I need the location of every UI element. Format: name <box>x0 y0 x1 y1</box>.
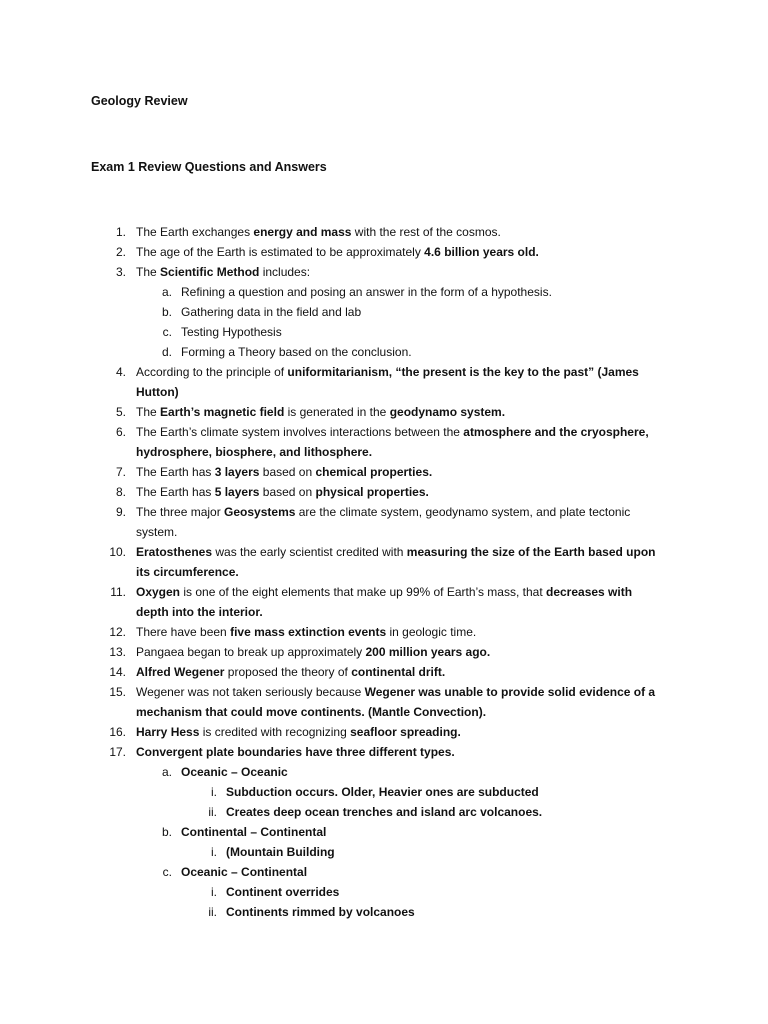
list-item <box>0 822 768 842</box>
list-item <box>0 262 768 282</box>
list-item-continuation <box>0 702 768 722</box>
list-item <box>0 742 768 762</box>
bold-text-run: Oceanic – Continental <box>181 865 308 879</box>
list-item-text <box>181 342 412 362</box>
list-item-text <box>136 402 505 422</box>
list-item <box>0 542 768 562</box>
list-item-number: 7. <box>115 465 126 479</box>
list-item <box>0 322 768 342</box>
bold-text-run: Harry Hess <box>136 725 200 739</box>
text-run: includes: <box>259 265 311 279</box>
bold-text-run: physical properties. <box>315 485 429 499</box>
list-item-text <box>136 662 445 682</box>
list-item-text <box>136 622 476 642</box>
list-item <box>0 342 768 362</box>
list-item-number: ii. <box>208 805 217 819</box>
list-item <box>0 902 768 922</box>
bold-text-run: five mass extinction events <box>230 625 387 639</box>
list-item-number: i. <box>211 845 217 859</box>
list-item <box>0 242 768 262</box>
list-item-number: 15. <box>109 685 126 699</box>
list-item <box>0 762 768 782</box>
bold-text-run: hydrosphere, biosphere, and lithosphere. <box>136 445 373 459</box>
list-item-continuation <box>0 562 768 582</box>
bold-text-run: atmosphere and the cryosphere, <box>463 425 649 439</box>
list-item <box>0 622 768 642</box>
text-run: with the rest of the cosmos. <box>351 225 501 239</box>
text-run: in geologic time. <box>386 625 477 639</box>
list-item-text <box>136 582 632 602</box>
text-run: based on <box>259 485 316 499</box>
list-item <box>0 502 768 522</box>
bold-text-run: Scientific Method <box>160 265 260 279</box>
text-run: There have been <box>136 625 231 639</box>
text-run: was the early scientist credited with <box>212 545 407 559</box>
document-subtitle: Exam 1 Review Questions and Answers <box>91 160 327 174</box>
list-item-number: 9. <box>115 505 126 519</box>
list-item-number: 17. <box>109 745 126 759</box>
list-item-continuation <box>0 522 768 542</box>
list-item <box>0 582 768 602</box>
list-item-text <box>136 362 639 382</box>
list-item-text <box>136 442 372 462</box>
list-item-text <box>136 702 486 722</box>
list-item <box>0 462 768 482</box>
list-item <box>0 642 768 662</box>
bold-text-run: geodynamo system. <box>389 405 506 419</box>
list-item-number: c. <box>162 325 172 339</box>
list-item <box>0 842 768 862</box>
list-item-text <box>181 862 307 882</box>
bold-text-run: uniformitarianism, “the present is the key to the past” (James <box>287 365 639 379</box>
bold-text-run: 3 layers <box>214 465 260 479</box>
bold-text-run: Continent overrides <box>226 885 340 899</box>
bold-text-run: Oxygen <box>136 585 181 599</box>
text-run: Refining a question and posing an answer in the form of a hypothesis. <box>181 285 552 299</box>
text-run: The age of the Earth is estimated to be approximately <box>136 245 425 259</box>
bold-text-run: energy and mass <box>253 225 352 239</box>
list-item-text <box>226 802 542 822</box>
bold-text-run: Creates deep ocean trenches and island arc volcanoes. <box>226 805 543 819</box>
text-run: proposed the theory of <box>224 665 352 679</box>
bold-text-run: Geosystems <box>224 505 296 519</box>
text-run: Wegener was not taken seriously because <box>136 685 365 699</box>
list-item-number: 16. <box>109 725 126 739</box>
bold-text-run: chemical properties. <box>315 465 433 479</box>
list-item <box>0 422 768 442</box>
list-item <box>0 722 768 742</box>
bold-text-run: 200 million years ago. <box>365 645 491 659</box>
bold-text-run: depth into the interior. <box>136 605 263 619</box>
list-item <box>0 662 768 682</box>
bold-text-run: mechanism that could move continents. (Mantle Convection). <box>136 705 487 719</box>
list-item-number: 14. <box>109 665 126 679</box>
bold-text-run: Oceanic – Oceanic <box>181 765 288 779</box>
list-item-number: i. <box>211 885 217 899</box>
list-item <box>0 482 768 502</box>
list-item-number: ii. <box>208 905 217 919</box>
text-run: is one of the eight elements that make up 99% of Earth’s mass, that <box>180 585 546 599</box>
list-item-number: 11. <box>110 585 126 599</box>
text-run: Pangaea began to break up approximately <box>136 645 366 659</box>
bold-text-run: measuring the size of the Earth based upon <box>406 545 656 559</box>
list-item-text <box>136 242 539 262</box>
list-item <box>0 362 768 382</box>
bold-text-run: its circumference. <box>136 565 239 579</box>
list-item-number: 6. <box>115 425 126 439</box>
list-item-continuation <box>0 602 768 622</box>
list-item-number: 1. <box>115 225 126 239</box>
list-item-text <box>181 302 361 322</box>
list-item <box>0 222 768 242</box>
bold-text-run: Continents rimmed by volcanoes <box>226 905 415 919</box>
bold-text-run: decreases with <box>546 585 633 599</box>
list-item-text <box>136 602 263 622</box>
text-run: are the climate system, geodynamo system, and plate tectonic <box>295 505 631 519</box>
list-item-text <box>136 522 177 542</box>
list-item-text <box>181 282 552 302</box>
list-item-text <box>136 562 239 582</box>
text-run: Forming a Theory based on the conclusion. <box>181 345 412 359</box>
list-item-text <box>136 222 501 242</box>
list-item-text <box>226 782 539 802</box>
list-item-text <box>136 462 432 482</box>
list-item <box>0 782 768 802</box>
list-item-text <box>136 642 490 662</box>
list-item-number: 3. <box>115 265 126 279</box>
text-run: The Earth’s climate system involves interactions between the <box>136 425 464 439</box>
text-run: The Earth has <box>136 465 215 479</box>
list-item-text <box>181 822 326 842</box>
list-item <box>0 882 768 902</box>
list-item <box>0 802 768 822</box>
list-item-text <box>136 262 310 282</box>
list-item-number: a. <box>161 765 172 779</box>
list-item-text <box>181 762 288 782</box>
text-run: based on <box>259 465 316 479</box>
list-item-text <box>226 842 335 862</box>
list-item-number: i. <box>211 785 217 799</box>
list-item-text <box>181 322 282 342</box>
list-item <box>0 682 768 702</box>
list-item <box>0 402 768 422</box>
list-item-text <box>136 422 649 442</box>
list-item-number: b. <box>161 825 172 839</box>
list-item-number: d. <box>161 345 172 359</box>
list-item-text <box>136 382 179 402</box>
list-item-number: b. <box>161 305 172 319</box>
bold-text-run: seafloor spreading. <box>350 725 461 739</box>
bold-text-run: 4.6 billion years old. <box>424 245 539 259</box>
list-item-number: 4. <box>115 365 126 379</box>
list-item-text <box>136 722 461 742</box>
list-item-number: c. <box>162 865 172 879</box>
list-item-text <box>136 742 455 762</box>
list-item <box>0 302 768 322</box>
text-run: The three major <box>136 505 225 519</box>
bold-text-run: 5 layers <box>214 485 260 499</box>
bold-text-run: Wegener was unable to provide solid evidence of a <box>364 685 656 699</box>
list-item-number: a. <box>161 285 172 299</box>
bold-text-run: Hutton) <box>136 385 179 399</box>
bold-text-run: Continental – Continental <box>181 825 327 839</box>
text-run: According to the principle of <box>136 365 288 379</box>
text-run: is credited with recognizing <box>199 725 351 739</box>
list-item-number: 2. <box>115 245 126 259</box>
list-item-text <box>136 682 655 702</box>
list-item-text <box>226 902 415 922</box>
list-item-text <box>136 542 656 562</box>
bold-text-run: Alfred Wegener <box>136 665 225 679</box>
list-item <box>0 282 768 302</box>
text-run: The Earth exchanges <box>136 225 254 239</box>
text-run: Testing Hypothesis <box>181 325 282 339</box>
bold-text-run: (Mountain Building <box>226 845 335 859</box>
list-item-number: 10. <box>109 545 126 559</box>
text-run: is generated in the <box>284 405 390 419</box>
text-run: The <box>136 405 161 419</box>
list-item-text <box>136 482 429 502</box>
list-item-number: 5. <box>115 405 126 419</box>
bold-text-run: continental drift. <box>351 665 446 679</box>
list-item-continuation <box>0 442 768 462</box>
text-run: The Earth has <box>136 485 215 499</box>
bold-text-run: Eratosthenes <box>136 545 213 559</box>
list-item-text <box>136 502 630 522</box>
list-item-number: 8. <box>115 485 126 499</box>
bold-text-run: Subduction occurs. Older, Heavier ones are subducted <box>226 785 539 799</box>
bold-text-run: Convergent plate boundaries have three different types. <box>136 745 455 759</box>
list-item-text <box>226 882 339 902</box>
list-item <box>0 862 768 882</box>
list-item-continuation <box>0 382 768 402</box>
bold-text-run: Earth’s magnetic field <box>160 405 285 419</box>
list-item-number: 12. <box>109 625 126 639</box>
text-run: system. <box>136 525 178 539</box>
text-run: Gathering data in the field and lab <box>181 305 362 319</box>
document-title: Geology Review <box>91 94 188 108</box>
list-item-number: 13. <box>109 645 126 659</box>
text-run: The <box>136 265 161 279</box>
